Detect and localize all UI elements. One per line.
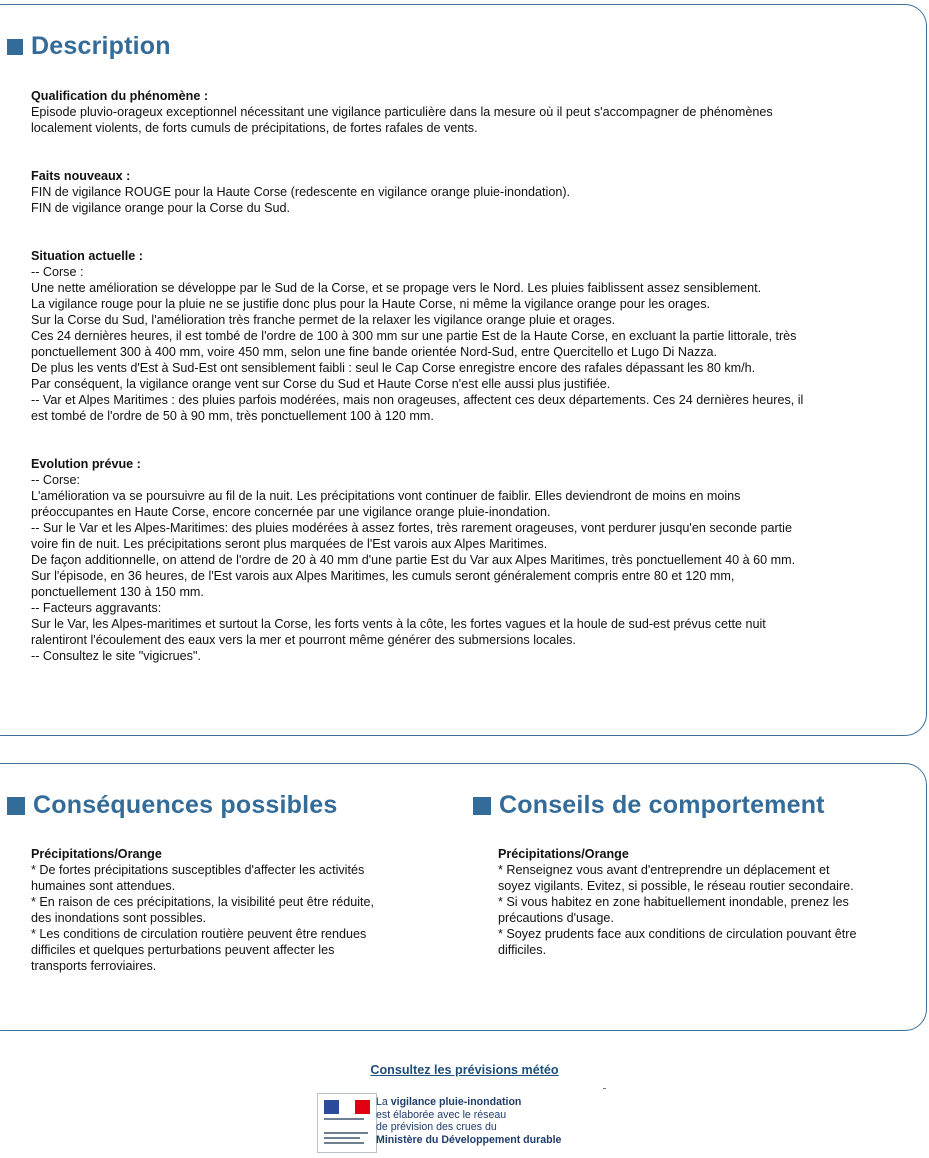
description-title: Description (31, 32, 171, 60)
evolution-line: -- Facteurs aggravants: (31, 601, 162, 615)
evolution-label: Evolution prévue : (31, 457, 141, 471)
consequences-heading (7, 791, 338, 820)
french-flag-icon (324, 1100, 370, 1114)
conseils-line: * Soyez prudents face aux conditions de circulation pouvant être (498, 927, 857, 941)
evolution-line: L'amélioration va se poursuivre au fil de la nuit. Les précipitations vont continuer de faiblir. Elles deviendront de moins en moins (31, 489, 741, 503)
consequences-line: des inondations sont possibles. (31, 911, 207, 925)
situation-line: Par conséquent, la vigilance orange vent sur Corse du Sud et Haute Corse n'est elle aussi plus justifiée. (31, 377, 611, 391)
situation-line: Ces 24 dernières heures, il est tombé de l'ordre de 100 à 300 mm sur une partie Est de la Haute Corse, en excluant la partie littorale, très (31, 329, 797, 343)
situation-line: Une nette amélioration se développe par le Sud de la Corse, et se propage vers le Nord. Les pluies faiblissent assez sensiblement. (31, 281, 762, 295)
evolution-line: -- Corse: (31, 473, 80, 487)
consequences-line: * De fortes précipitations susceptibles d'affecter les activités (31, 863, 365, 877)
faits-line: FIN de vigilance ROUGE pour la Haute Corse (redescente en vigilance orange pluie-inondation). (31, 185, 571, 199)
qualification-line: Episode pluvio-orageux exceptionnel nécessitant une vigilance particulière dans la mesure où il peut s'accompagner de phénomènes (31, 105, 773, 119)
situation-label: Situation actuelle : (31, 249, 143, 263)
evolution-line: -- Consultez le site "vigicrues". (31, 649, 201, 663)
credit-prefix: La (376, 1096, 391, 1108)
description-body (31, 88, 911, 664)
description-heading (7, 32, 171, 61)
credit-line-2: est élaborée avec le réseau (376, 1108, 507, 1121)
qualification-label: Qualification du phénomène : (31, 89, 209, 103)
conseils-heading (473, 791, 825, 820)
evolution-line: préoccupantes en Haute Corse, encore concernée par une vigilance orange pluie-inondation. (31, 505, 551, 519)
consequences-label: Précipitations/Orange (31, 847, 162, 861)
meteo-forecast-link[interactable]: Consultez les prévisions météo (370, 1063, 559, 1077)
conseils-line: difficiles. (498, 943, 547, 957)
credit-line-1 (376, 1096, 616, 1109)
conseils-line: * Renseignez vous avant d'entreprendre un déplacement et (498, 863, 830, 877)
evolution-line: voire fin de nuit. Les précipitations seront plus marquées de l'Est varois aux Alpes Maritimes. (31, 537, 548, 551)
situation-line: ponctuellement 300 à 400 mm, voire 450 mm, selon une fine bande orientée Nord-Sud, entre Quercitello et Lugo Di Nazza. (31, 345, 718, 359)
credit-strong: vigilance pluie-inondation (390, 1096, 522, 1108)
credit-text (376, 1096, 616, 1146)
consequences-line: * Les conditions de circulation routière peuvent être rendues (31, 927, 367, 941)
consequences-line: * En raison de ces précipitations, la visibilité peut être réduite, (31, 895, 375, 909)
evolution-line: ponctuellement 130 à 150 mm. (31, 585, 204, 599)
consequences-body (31, 846, 441, 974)
evolution-line: -- Sur le Var et les Alpes-Maritimes: des pluies modérées à assez fortes, très rarement orageuses, vont perdurer jusqu'en seconde partie (31, 521, 792, 535)
separator-mark (603, 1088, 606, 1089)
flag-band-red (355, 1100, 370, 1114)
faits-line: FIN de vigilance orange pour la Corse du Sud. (31, 201, 291, 215)
situation-line: La vigilance rouge pour la pluie ne se justifie donc plus pour la Haute Corse, ni même la vigilance orange pour les orages. (31, 297, 711, 311)
logo-text-line (324, 1142, 364, 1144)
conseils-line: soyez vigilants. Evitez, si possible, le réseau routier secondaire. (498, 879, 854, 893)
conseils-label: Précipitations/Orange (498, 847, 629, 861)
qualification-line: localement violents, de forts cumuls de précipitations, de fortes rafales de vents. (31, 121, 478, 135)
heading-square-icon (473, 797, 491, 815)
evolution-line: ralentiront l'écoulement des eaux vers la mer et pourront même générer des submersions locales. (31, 633, 576, 647)
heading-square-icon (7, 797, 25, 815)
flag-band-blue (324, 1100, 339, 1114)
ministry-logo (317, 1093, 377, 1153)
credit-line-3: de prévision des crues du (376, 1121, 497, 1133)
evolution-line: De façon additionnelle, on attend de l'ordre de 20 à 40 mm d'une partie Est du Var aux Alpes Maritimes, très ponctuellement 40 à 60 mm. (31, 553, 796, 567)
conseils-body (498, 846, 918, 958)
evolution-line: Sur l'épisode, en 36 heures, de l'Est varois aux Alpes Maritimes, les cumuls seront généralement compris entre 80 et 120 mm, (31, 569, 735, 583)
flag-band-white (339, 1100, 354, 1114)
heading-square-icon (7, 39, 23, 55)
faits-label: Faits nouveaux : (31, 169, 131, 183)
evolution-line: Sur le Var, les Alpes-maritimes et surtout la Corse, les forts vents à la côte, les fortes vagues et la houle de sud-est prévus cette nuit (31, 617, 766, 631)
situation-line: est tombé de l'ordre de 50 à 90 mm, très ponctuellement 100 à 120 mm. (31, 409, 434, 423)
logo-text-line (324, 1137, 360, 1139)
situation-line: De plus les vents d'Est à Sud-Est ont sensiblement faibli : seul le Cap Corse enregistre encore des rafales dépassant les 80 km/h. (31, 361, 756, 375)
logo-text-line (324, 1118, 364, 1120)
situation-line: Sur la Corse du Sud, l'amélioration très franche permet de la relaxer les vigilance orange pluie et orages. (31, 313, 616, 327)
situation-line: -- Corse : (31, 265, 84, 279)
consequences-title: Conséquences possibles (33, 791, 338, 819)
conseils-line: précautions d'usage. (498, 911, 614, 925)
conseils-line: * Si vous habitez en zone habituellement inondable, prenez les (498, 895, 849, 909)
credit-line-4: Ministère du Développement durable (376, 1133, 562, 1146)
consequences-line: difficiles et quelques perturbations peuvent affecter les (31, 943, 335, 957)
logo-text-line (324, 1132, 368, 1134)
situation-line: -- Var et Alpes Maritimes : des pluies parfois modérées, mais non orageuses, affectent ces deux départements. Ces 24 dernières heures, il (31, 393, 804, 407)
consequences-line: humaines sont attendues. (31, 879, 176, 893)
consequences-line: transports ferroviaires. (31, 959, 157, 973)
conseils-title: Conseils de comportement (499, 791, 825, 819)
